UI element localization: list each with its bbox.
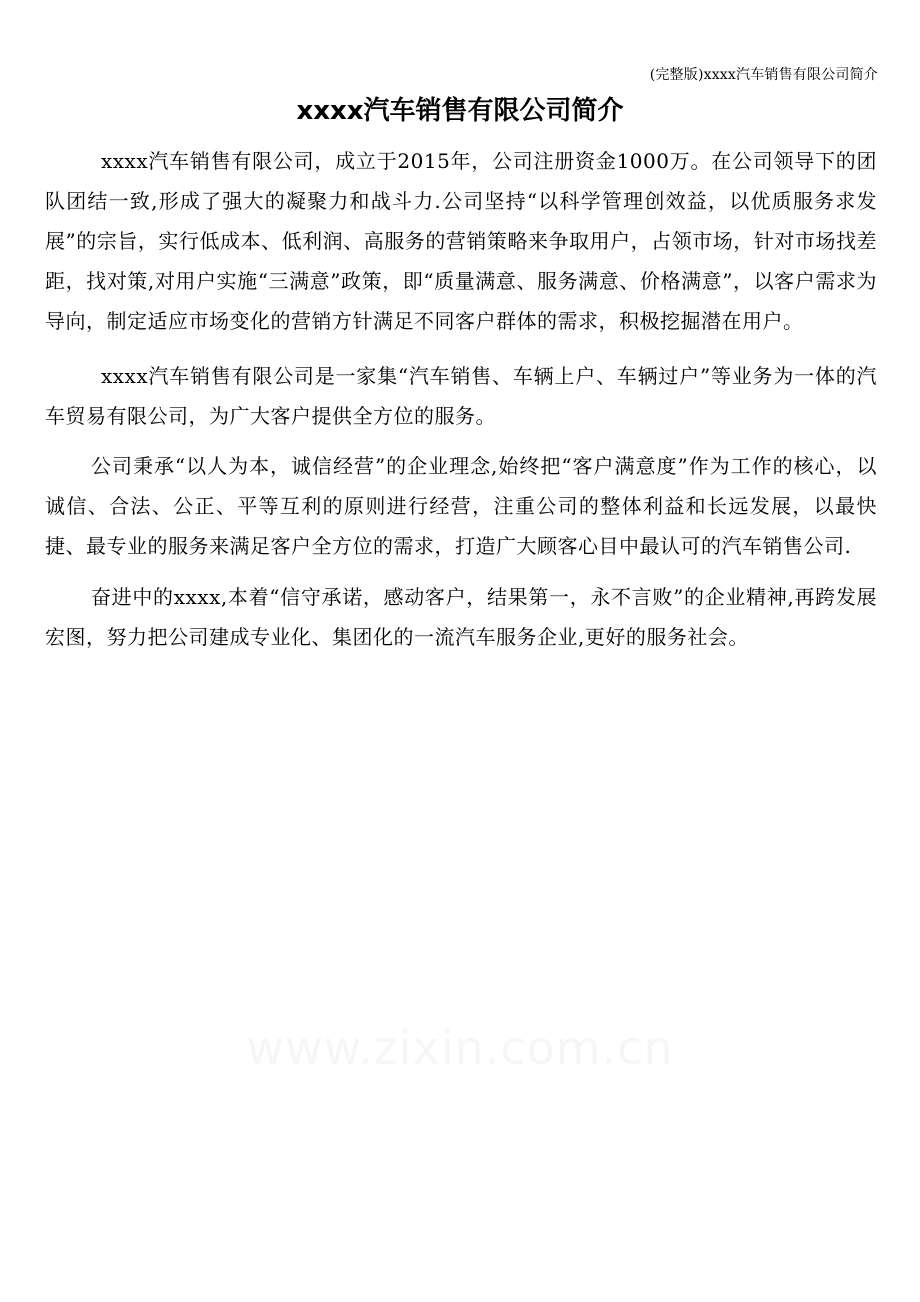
document-title: xxxx汽车销售有限公司简介	[296, 96, 624, 126]
running-header: (完整版)xxxx汽车销售有限公司简介	[649, 67, 878, 83]
paragraph-business-scope: xxxx汽车销售有限公司是一家集“汽车销售、车辆上户、车辆过户”等业务为一体的汽车贸易有限公司，为广大客户提供全方位的服务。	[45, 364, 877, 428]
paragraph-company-philosophy: 公司秉承“以人为本，诚信经营”的企业理念,始终把“客户满意度”作为工作的核心，以诚信、合法、公正、平等互利的原则进行经营，注重公司的整体利益和长远发展，以最快捷、最专业的服务来满足客户全方位的需求，打造广大顾客心目中最认可的汽车销售公司.	[45, 454, 877, 558]
paragraph-company-spirit: 奋进中的xxxx,本着“信守承诺，感动客户，结果第一，永不言败”的企业精神,再跨发展宏图，努力把公司建成专业化、集团化的一流汽车服务企业,更好的服务社会。	[45, 585, 877, 649]
watermark: www.zixin.com.cn	[246, 1021, 674, 1075]
document-body	[45, 141, 877, 657]
paragraph-company-overview: xxxx汽车销售有限公司，成立于2015年，公司注册资金1000万。在公司领导下的团队团结一致,形成了强大的凝聚力和战斗力.公司坚持“以科学管理创效益，以优质服务求发展”的宗旨，实行低成本、低利润、高服务的营销策略来争取用户，占领市场，针对市场找差距，找对策,对用户实施“三满意”政策，即“质量满意、服务满意、价格满意”，以客户需求为导向，制定适应市场变化的营销方针满足不同客户群体的需求，积极挖掘潜在用户。	[45, 149, 877, 333]
